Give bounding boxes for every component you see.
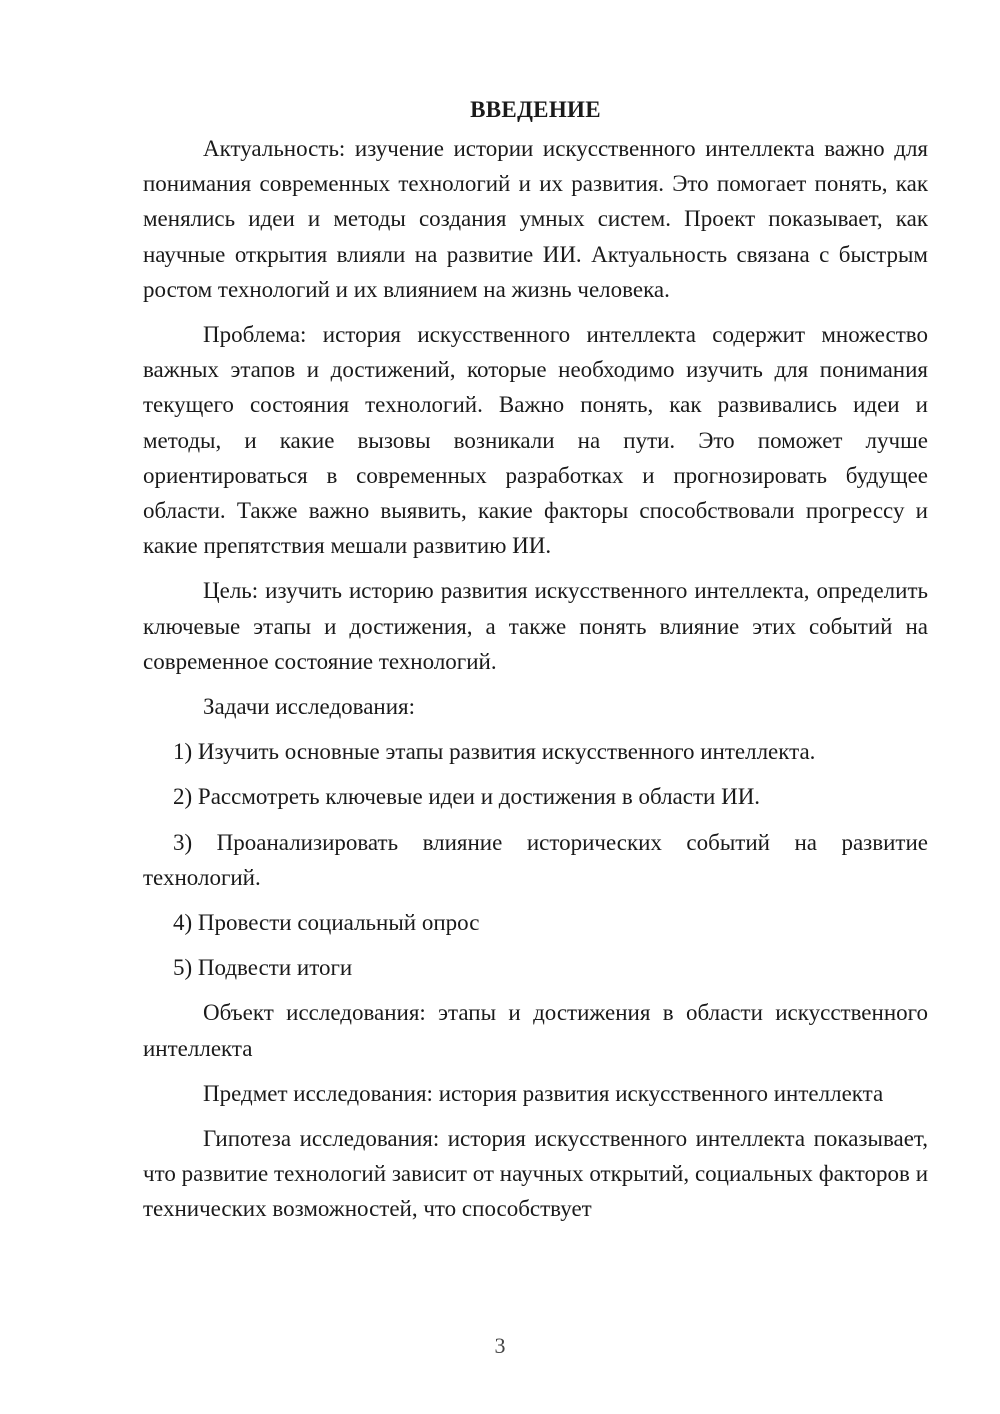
page-number: 3 (494, 1333, 506, 1358)
task-item-2: 2) Рассмотреть ключевые идеи и достижения в области ИИ. (173, 784, 761, 810)
task-item-3: 3) Проанализировать влияние исторических событий на развитие технологий. (143, 829, 928, 890)
task-item-1: 1) Изучить основные этапы развития искусственного интеллекта. (173, 739, 816, 765)
document-page (143, 92, 928, 1237)
object-paragraph: Объект исследования: этапы и достижения в области искусственного интеллекта (143, 1000, 928, 1061)
relevance-paragraph: Актуальность: изучение истории искусственного интеллекта важно для понимания современных технологий и их развития. Это помогает понять, как менялись идеи и методы создания умных систем. Проект показывает, как научные открытия влияли на развитие ИИ. Актуальность связана с быстрым ростом технологий и их влиянием на жизнь человека. (143, 136, 928, 302)
page-title: ВВЕДЕНИЕ (470, 97, 601, 122)
task-item-4: 4) Провести социальный опрос (173, 910, 480, 936)
problem-paragraph: Проблема: история искусственного интеллекта содержит множество важных этапов и достижений, которые необходимо изучить для понимания текущего состояния технологий. Важно понять, как развивались идеи и методы, и какие вызовы возникали на пути. Это поможет лучше ориентироваться в современных разработках и прогнозировать будущее области. Также важно выявить, какие факторы способствовали прогрессу и какие препятствия мешали развитию ИИ. (143, 322, 928, 559)
task-item-5: 5) Подвести итоги (173, 955, 353, 981)
goal-paragraph: Цель: изучить историю развития искусственного интеллекта, определить ключевые этапы и достижения, а также понять влияние этих событий на современное состояние технологий. (143, 578, 928, 674)
subject-paragraph: Предмет исследования: история развития искусственного интеллекта (203, 1080, 884, 1106)
hypothesis-paragraph: Гипотеза исследования: история искусственного интеллекта показывает, что развитие технологий зависит от научных открытий, социальных факторов и технических возможностей, что способствует (143, 1126, 928, 1222)
tasks-heading: Задачи исследования: (203, 694, 416, 720)
